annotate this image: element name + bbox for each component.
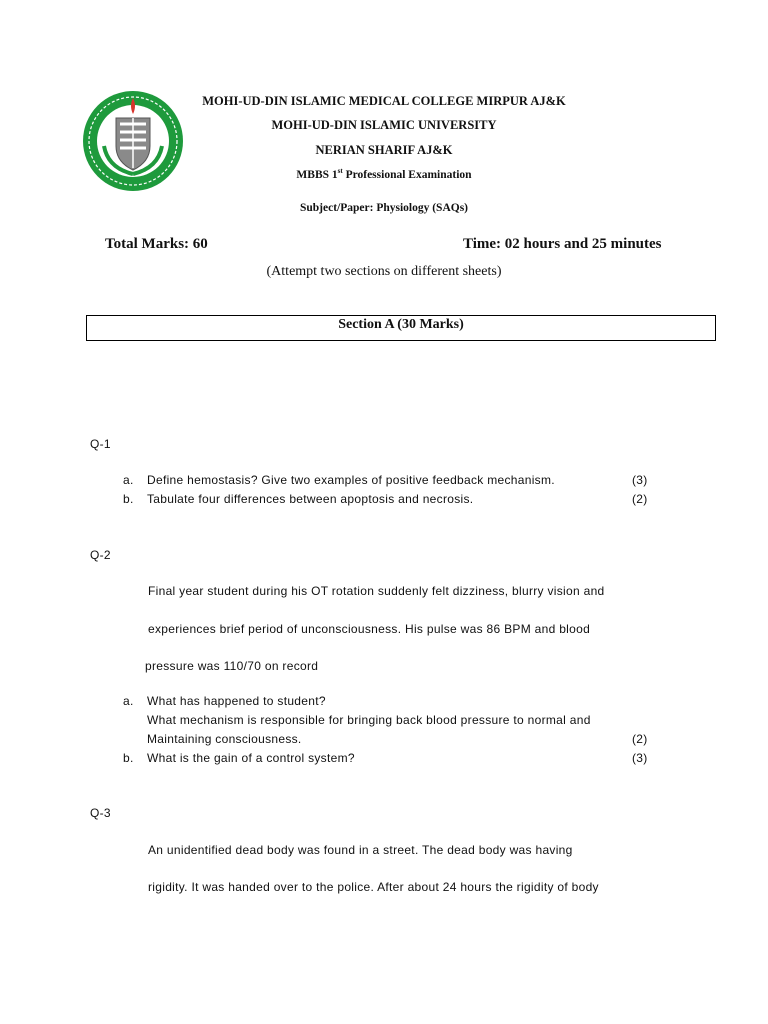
exam-time: Time: 02 hours and 25 minutes xyxy=(463,236,662,252)
college-name: MOHI-UD-DIN ISLAMIC MEDICAL COLLEGE MIRPUR AJ&K xyxy=(202,94,566,108)
q1-b-marks: (2) xyxy=(632,492,648,506)
total-marks: Total Marks: 60 xyxy=(105,236,208,252)
q2-a-text-3: Maintaining consciousness. xyxy=(147,732,302,746)
q2-b-letter: b. xyxy=(123,751,134,765)
q1-a-marks: (3) xyxy=(632,473,648,487)
section-header-box xyxy=(86,315,716,341)
q2-b-text: What is the gain of a control system? xyxy=(147,751,355,765)
q2-scenario-line-3: pressure was 110/70 on record xyxy=(145,659,319,673)
exam-name: MBBS 1st Professional Examination xyxy=(296,167,472,181)
q1-a-letter: a. xyxy=(123,473,134,487)
instruction: (Attempt two sections on different sheets) xyxy=(266,264,502,279)
q2-label: Q-2 xyxy=(90,548,111,562)
q2-a-letter: a. xyxy=(123,694,134,708)
q2-scenario-line-2: experiences brief period of unconsciousness. His pulse was 86 BPM and blood xyxy=(148,622,591,636)
q3-scenario-line-2: rigidity. It was handed over to the police. After about 24 hours the rigidity of body xyxy=(148,880,599,894)
section-title: Section A (30 Marks) xyxy=(338,317,464,332)
q1-b-letter: b. xyxy=(123,492,134,506)
q2-b-marks: (3) xyxy=(632,751,648,765)
q1-label: Q-1 xyxy=(90,437,111,451)
university-name: MOHI-UD-DIN ISLAMIC UNIVERSITY xyxy=(271,118,497,132)
location-name: NERIAN SHARIF AJ&K xyxy=(315,143,453,157)
subject-paper: Subject/Paper: Physiology (SAQs) xyxy=(299,202,469,214)
q1-a-text: Define hemostasis? Give two examples of positive feedback mechanism. xyxy=(147,473,555,487)
q2-a-text-2: What mechanism is responsible for bringing back blood pressure to normal and xyxy=(147,713,591,727)
q2-a-text-1: What has happened to student? xyxy=(147,694,326,708)
q2-a-marks: (2) xyxy=(632,732,648,746)
q1-b-text: Tabulate four differences between apoptosis and necrosis. xyxy=(147,492,474,506)
q3-scenario-line-1: An unidentified dead body was found in a street. The dead body was having xyxy=(148,843,573,857)
q3-label: Q-3 xyxy=(90,806,111,820)
q2-scenario-line-1: Final year student during his OT rotation suddenly felt dizziness, blurry vision and xyxy=(148,584,605,598)
